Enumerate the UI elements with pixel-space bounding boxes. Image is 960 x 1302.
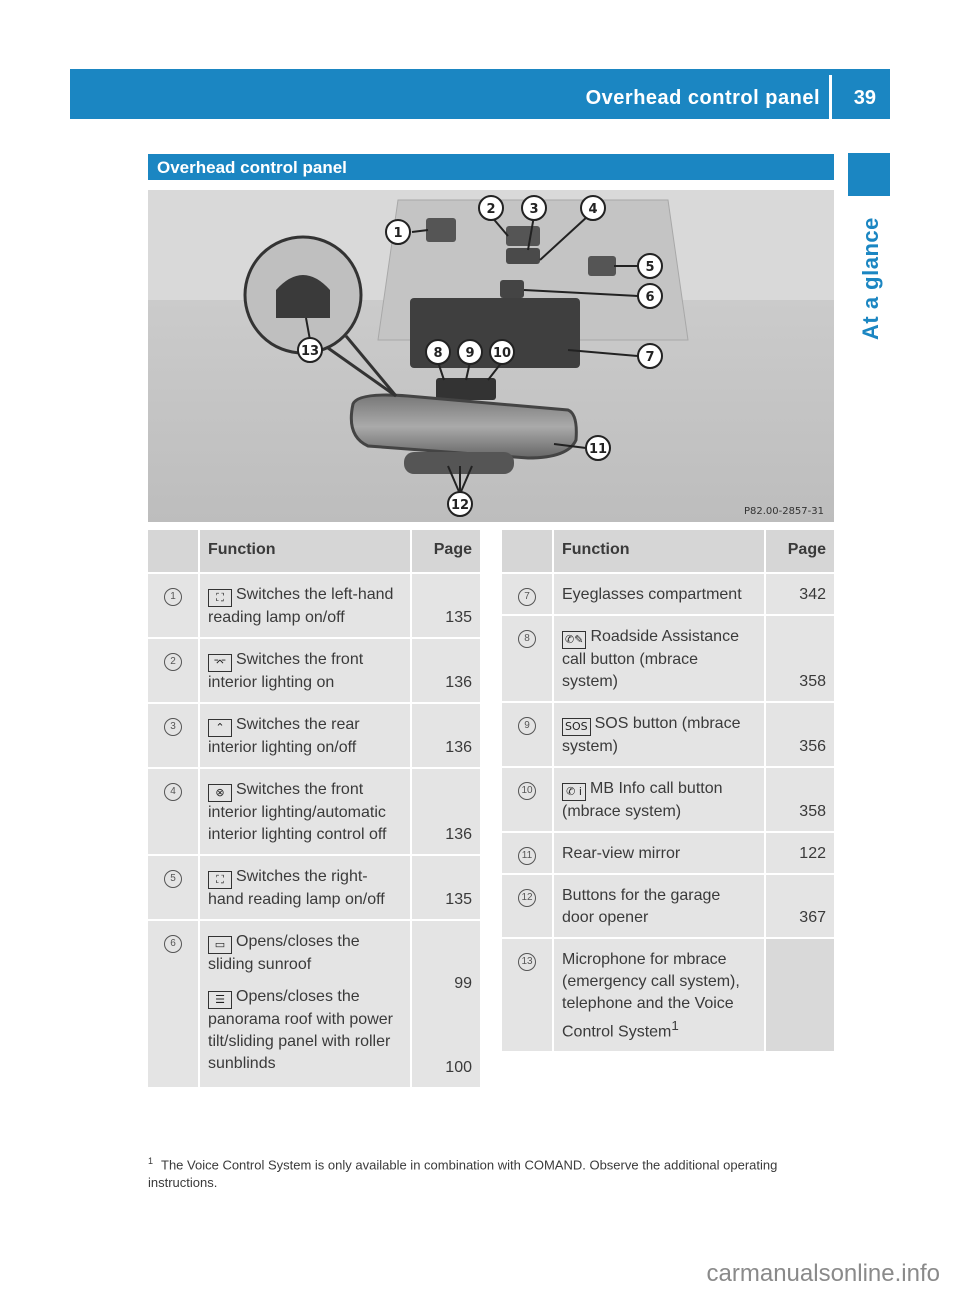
illustration-svg bbox=[148, 190, 834, 522]
page-header: Page bbox=[412, 530, 480, 574]
page-ref: 356 bbox=[766, 703, 834, 768]
svg-text:2: 2 bbox=[486, 202, 496, 217]
page-ref: 135 bbox=[412, 856, 480, 921]
svg-text:9: 9 bbox=[465, 346, 475, 361]
page-ref: 342 bbox=[766, 574, 834, 616]
item-number: 10 bbox=[518, 782, 536, 800]
function-text: Opens/closes the sliding sunroof bbox=[208, 933, 360, 973]
function-table-left bbox=[148, 530, 480, 1089]
page-ref: 136 bbox=[412, 639, 480, 704]
reading-lamp-icon: ⛶ bbox=[208, 589, 232, 607]
page-ref: 136 bbox=[412, 769, 480, 856]
table-row bbox=[148, 856, 480, 921]
page-ref: 358 bbox=[766, 768, 834, 833]
header-title: Overhead control panel bbox=[585, 87, 820, 109]
page-ref: 100 bbox=[445, 1059, 472, 1076]
table-header-row bbox=[502, 530, 834, 574]
item-number: 3 bbox=[164, 718, 182, 736]
footnote-text: The Voice Control System is only available in combination with COMAND. Observe the additional operating instructions. bbox=[148, 1157, 778, 1191]
svg-text:1: 1 bbox=[393, 226, 403, 241]
mbrace-buttons bbox=[436, 378, 496, 400]
item-number: 1 bbox=[164, 588, 182, 606]
watermark: carmanualsonline.info bbox=[706, 1260, 940, 1287]
svg-text:11: 11 bbox=[588, 442, 608, 457]
rear-light-icon: ⌃ bbox=[208, 719, 232, 737]
front-light-icon: ⌤ bbox=[208, 654, 232, 672]
function-text: Microphone for mbrace (emergency call system), telephone and the Voice Control System bbox=[562, 951, 740, 1041]
table-row bbox=[502, 875, 834, 939]
item-number: 11 bbox=[518, 847, 536, 865]
page-header: Page bbox=[766, 530, 834, 574]
svg-text:4: 4 bbox=[588, 202, 598, 217]
panorama-roof-icon: ☰ bbox=[208, 991, 232, 1009]
item-number: 13 bbox=[518, 953, 536, 971]
footnote bbox=[148, 1152, 838, 1192]
item-number: 5 bbox=[164, 870, 182, 888]
right-reading-lamp-button bbox=[588, 256, 616, 276]
footnote-marker: 1 bbox=[148, 1156, 154, 1166]
table-row bbox=[148, 704, 480, 769]
light-off-icon: ⊗ bbox=[208, 784, 232, 802]
figure-code: P82.00-2857-31 bbox=[743, 506, 824, 517]
table-row bbox=[148, 574, 480, 639]
roadside-assistance-icon: ✆✎ bbox=[562, 631, 586, 649]
table-row bbox=[502, 616, 834, 703]
svg-text:3: 3 bbox=[529, 202, 539, 217]
item-number: 7 bbox=[518, 588, 536, 606]
function-header: Function bbox=[554, 530, 766, 574]
side-tab bbox=[848, 153, 890, 196]
function-header: Function bbox=[200, 530, 412, 574]
left-reading-lamp-button bbox=[426, 218, 456, 242]
function-text: Rear-view mirror bbox=[562, 845, 681, 862]
svg-text:13: 13 bbox=[300, 344, 320, 359]
page-ref: 135 bbox=[412, 574, 480, 639]
function-text: Switches the front interior lighting on bbox=[208, 651, 364, 691]
function-text: Switches the left-hand reading lamp on/off bbox=[208, 586, 394, 626]
svg-text:10: 10 bbox=[492, 346, 512, 361]
table-row bbox=[502, 939, 834, 1053]
item-number: 4 bbox=[164, 783, 182, 801]
table-row bbox=[502, 768, 834, 833]
function-text: Eyeglasses compartment bbox=[562, 586, 742, 603]
sunroof-button bbox=[500, 280, 524, 298]
info-call-icon: ✆ i bbox=[562, 783, 586, 801]
front-light-button bbox=[506, 226, 540, 246]
header-divider bbox=[829, 75, 832, 119]
page-number: 39 bbox=[853, 87, 876, 109]
item-number: 6 bbox=[164, 935, 182, 953]
page-ref: 122 bbox=[766, 833, 834, 875]
item-number: 9 bbox=[518, 717, 536, 735]
side-tab-label: At a glance bbox=[858, 217, 883, 340]
svg-text:8: 8 bbox=[433, 346, 443, 361]
function-text: Switches the right-hand reading lamp on/off bbox=[208, 868, 385, 908]
section-title: Overhead control panel bbox=[157, 158, 347, 177]
item-number: 12 bbox=[518, 889, 536, 907]
svg-text:7: 7 bbox=[645, 350, 655, 365]
sos-icon: SOS bbox=[562, 718, 591, 736]
item-number: 2 bbox=[164, 653, 182, 671]
page-ref: 367 bbox=[766, 875, 834, 939]
svg-text:12: 12 bbox=[450, 498, 470, 513]
table-row bbox=[502, 833, 834, 875]
page-ref: 358 bbox=[766, 616, 834, 703]
sunroof-icon: ▭ bbox=[208, 936, 232, 954]
table-row bbox=[148, 639, 480, 704]
function-text: Roadside Assistance call button (mbrace system) bbox=[562, 628, 739, 690]
overhead-panel-illustration bbox=[148, 190, 834, 522]
function-text: Switches the rear interior lighting on/off bbox=[208, 716, 360, 756]
table-header-row bbox=[148, 530, 480, 574]
table-row bbox=[148, 921, 480, 1089]
section-header bbox=[148, 154, 834, 180]
page-ref: 99 bbox=[454, 975, 472, 992]
footnote-ref: 1 bbox=[671, 1018, 679, 1033]
function-text: Buttons for the garage door opener bbox=[562, 887, 721, 926]
function-text: Switches the front interior lighting/automatic interior lighting control off bbox=[208, 781, 387, 843]
table-row bbox=[148, 769, 480, 856]
reading-lamp-icon: ⛶ bbox=[208, 871, 232, 889]
function-text: MB Info call button (mbrace system) bbox=[562, 780, 723, 820]
svg-text:6: 6 bbox=[645, 290, 655, 305]
page-ref: 136 bbox=[412, 704, 480, 769]
item-number: 8 bbox=[518, 630, 536, 648]
rear-light-button bbox=[506, 248, 540, 264]
svg-text:5: 5 bbox=[645, 260, 655, 275]
page-ref bbox=[766, 939, 834, 1053]
table-row bbox=[502, 574, 834, 616]
function-table-right bbox=[502, 530, 834, 1053]
table-row bbox=[502, 703, 834, 768]
page-header bbox=[70, 69, 890, 119]
function-text: Opens/closes the panorama roof with power tilt/sliding panel with roller sunblinds bbox=[208, 988, 393, 1072]
function-text: SOS button (mbrace system) bbox=[562, 715, 741, 755]
